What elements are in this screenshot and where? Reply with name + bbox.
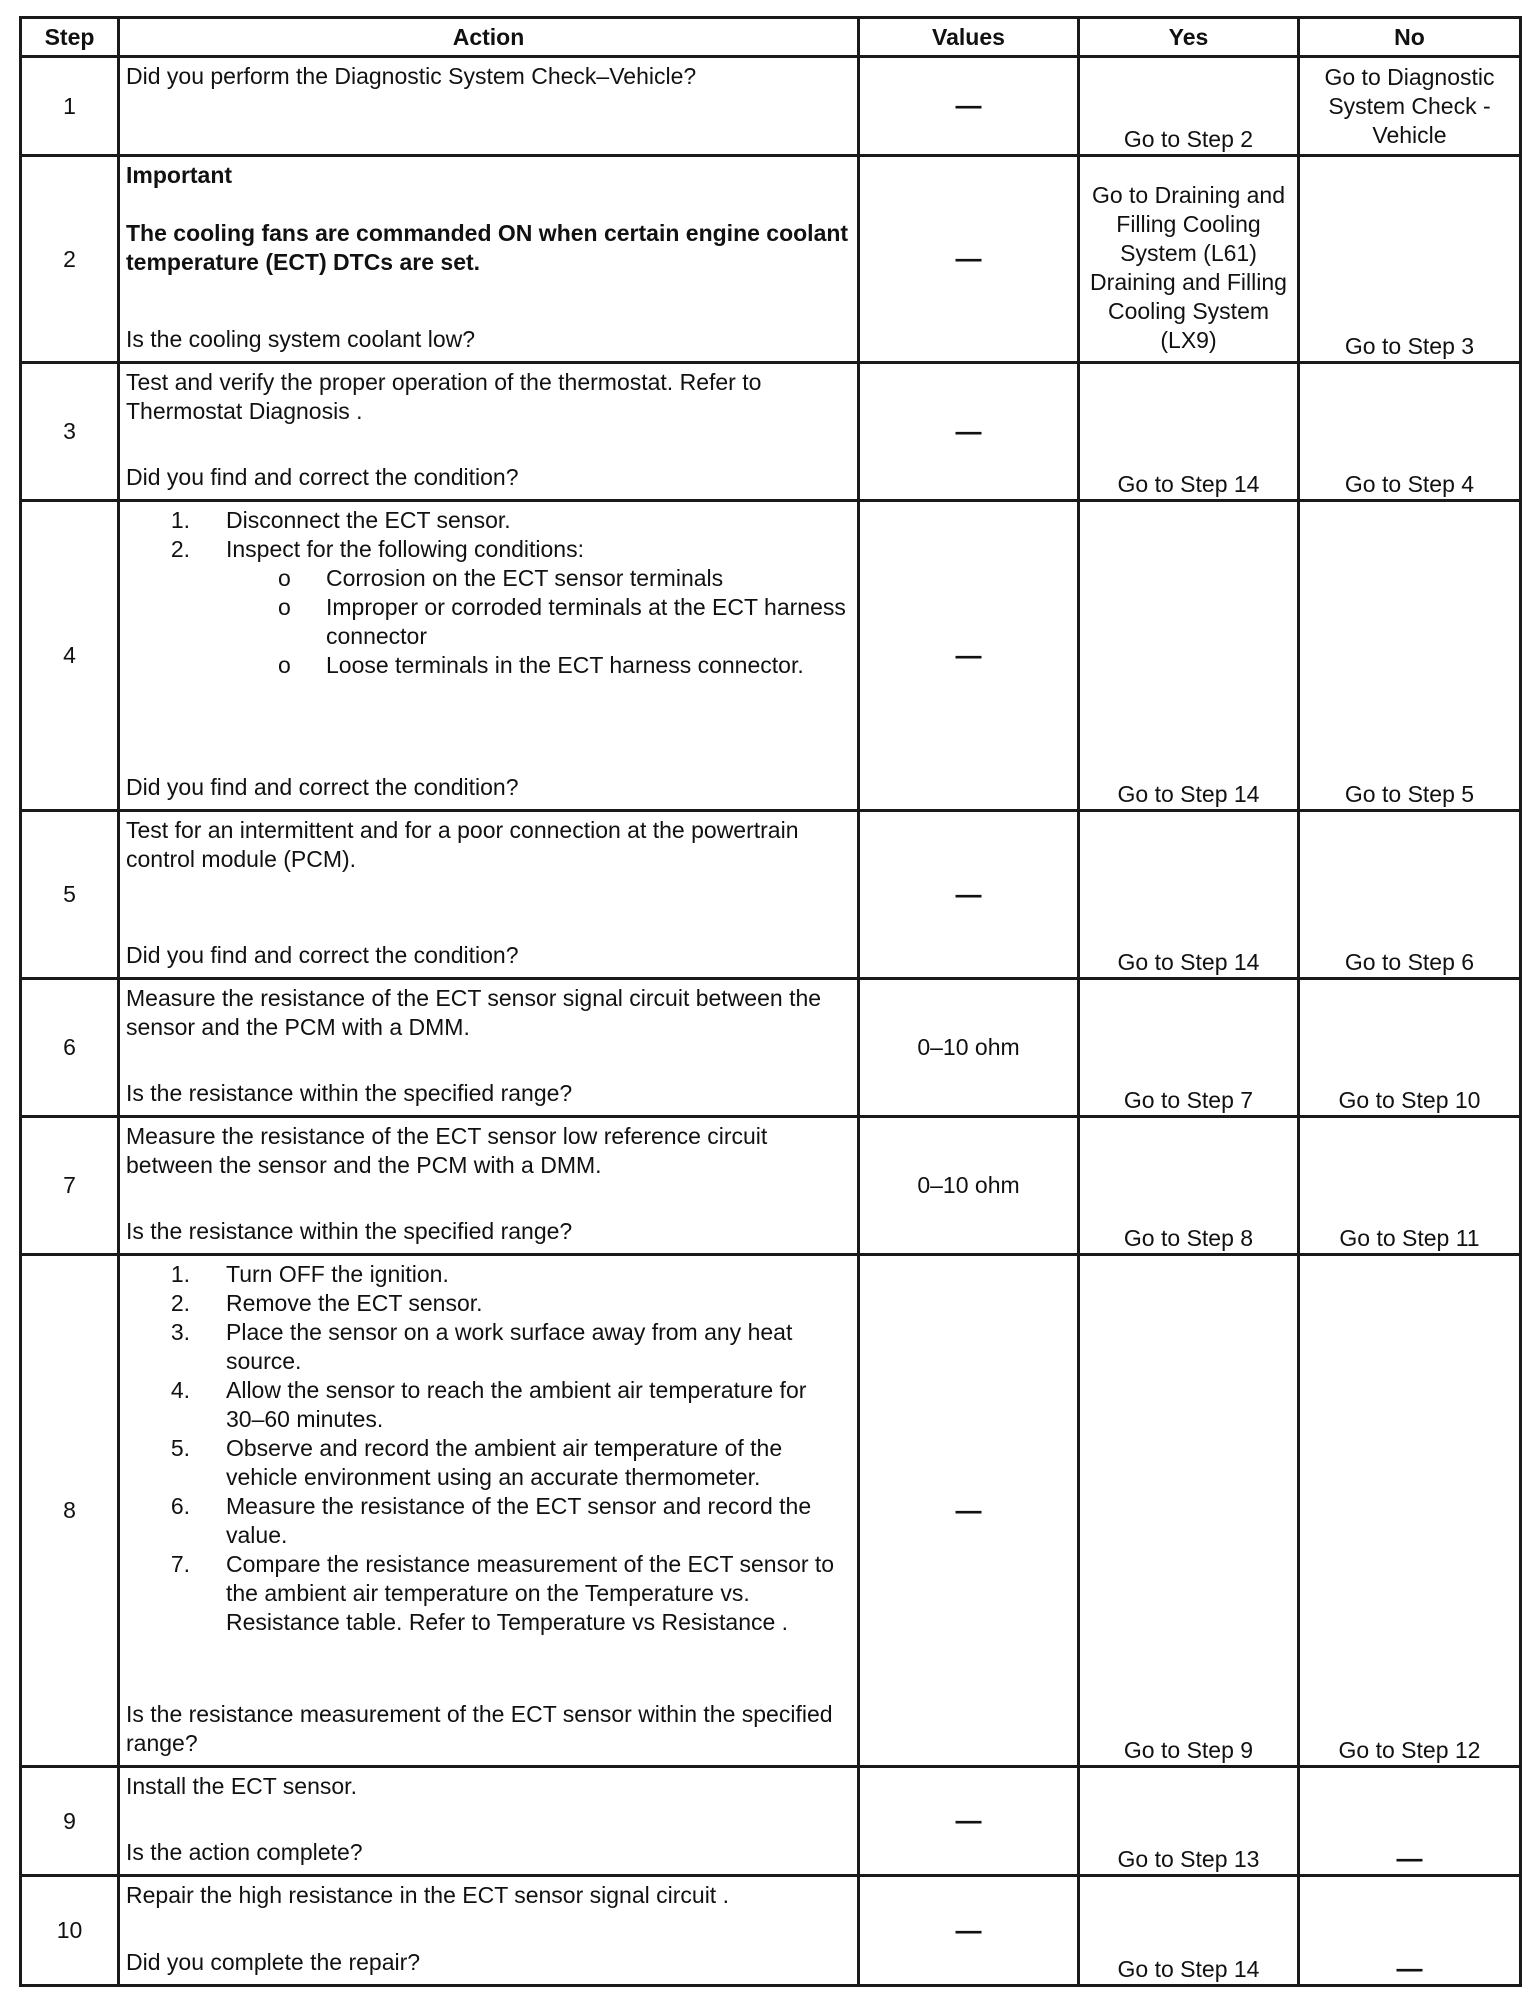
value-text: — bbox=[955, 878, 982, 909]
step-number: 8 bbox=[21, 1255, 119, 1767]
list-item bbox=[278, 651, 851, 680]
table-row bbox=[21, 1117, 1521, 1255]
values-cell: 0–10 ohm bbox=[859, 979, 1079, 1117]
action-text: Did you perform the Diagnostic System Check–Vehicle? bbox=[126, 63, 697, 89]
list-item bbox=[170, 535, 851, 680]
list-item bbox=[170, 1318, 851, 1376]
step-number: 2 bbox=[21, 156, 119, 363]
list-item bbox=[170, 1289, 851, 1318]
action-question: Did you find and correct the condition? bbox=[126, 774, 519, 800]
table-row bbox=[21, 979, 1521, 1117]
action-cell bbox=[119, 156, 859, 363]
item-number: 1. bbox=[170, 1261, 190, 1287]
no-cell: Go to Step 12 bbox=[1299, 1255, 1521, 1767]
values-cell bbox=[859, 363, 1079, 501]
yes-cell: Go to Step 9 bbox=[1079, 1255, 1299, 1767]
header-step: Step bbox=[21, 18, 119, 57]
value-text: — bbox=[955, 415, 982, 446]
no-cell: Go to Step 10 bbox=[1299, 979, 1521, 1117]
action-text: Repair the high resistance in the ECT sensor signal circuit . bbox=[126, 1882, 729, 1908]
step-number: 3 bbox=[21, 363, 119, 501]
values-cell bbox=[859, 156, 1079, 363]
header-action: Action bbox=[119, 18, 859, 57]
header-yes: Yes bbox=[1079, 18, 1299, 57]
header-values: Values bbox=[859, 18, 1079, 57]
item-text: Turn OFF the ignition. bbox=[226, 1261, 449, 1287]
action-cell bbox=[119, 1117, 859, 1255]
step-number: 6 bbox=[21, 979, 119, 1117]
table-row bbox=[21, 57, 1521, 156]
yes-cell: Go to Step 14 bbox=[1079, 1876, 1299, 1986]
step-number: 7 bbox=[21, 1117, 119, 1255]
item-text: Improper or corroded terminals at the ECT harness connector bbox=[326, 594, 846, 649]
header-no: No bbox=[1299, 18, 1521, 57]
list-item bbox=[278, 593, 851, 651]
step-number: 4 bbox=[21, 501, 119, 811]
table-row bbox=[21, 501, 1521, 811]
item-text: Allow the sensor to reach the ambient air temperature for 30–60 minutes. bbox=[226, 1377, 807, 1432]
bullet-icon: o bbox=[278, 594, 291, 620]
no-cell bbox=[1299, 1767, 1521, 1876]
item-text: Loose terminals in the ECT harness connector. bbox=[326, 652, 804, 678]
important-note: The cooling fans are commanded ON when certain engine coolant temperature (ECT) DTCs are set. bbox=[126, 220, 849, 275]
item-number: 2. bbox=[170, 536, 190, 562]
item-text: Inspect for the following conditions: bbox=[226, 536, 584, 562]
action-cell bbox=[119, 1255, 859, 1767]
step-number: 9 bbox=[21, 1767, 119, 1876]
step-number: 10 bbox=[21, 1876, 119, 1986]
step-number: 5 bbox=[21, 811, 119, 979]
values-cell bbox=[859, 1255, 1079, 1767]
list-item bbox=[170, 1550, 851, 1637]
yes-cell: Go to Step 14 bbox=[1079, 363, 1299, 501]
bullet-icon: o bbox=[278, 652, 291, 678]
item-number: 5. bbox=[170, 1435, 190, 1461]
item-number: 2. bbox=[170, 1290, 190, 1316]
table-row bbox=[21, 1876, 1521, 1986]
no-cell: Go to Step 3 bbox=[1299, 156, 1521, 363]
table-row bbox=[21, 156, 1521, 363]
item-number: 3. bbox=[170, 1319, 190, 1345]
no-cell bbox=[1299, 1876, 1521, 1986]
value-text: — bbox=[955, 90, 982, 120]
procedure-list bbox=[126, 506, 851, 680]
item-text: Disconnect the ECT sensor. bbox=[226, 507, 511, 533]
no-cell: Go to Step 5 bbox=[1299, 501, 1521, 811]
value-text: — bbox=[955, 1805, 982, 1835]
yes-cell: Go to Step 8 bbox=[1079, 1117, 1299, 1255]
item-text: Corrosion on the ECT sensor terminals bbox=[326, 565, 724, 591]
yes-cell: Go to Step 13 bbox=[1079, 1767, 1299, 1876]
no-cell: Go to Step 11 bbox=[1299, 1117, 1521, 1255]
important-label: Important bbox=[126, 162, 233, 188]
table-row bbox=[21, 1255, 1521, 1767]
bullet-icon: o bbox=[278, 565, 291, 591]
action-text: Measure the resistance of the ECT sensor signal circuit between the sensor and the PCM with a DMM. bbox=[126, 985, 822, 1040]
action-cell bbox=[119, 979, 859, 1117]
action-question: Is the cooling system coolant low? bbox=[126, 326, 476, 352]
values-cell bbox=[859, 1767, 1079, 1876]
header-row bbox=[21, 18, 1521, 57]
procedure-list bbox=[126, 1260, 851, 1637]
value-text: — bbox=[955, 1494, 982, 1525]
action-text: Install the ECT sensor. bbox=[126, 1773, 357, 1799]
list-item bbox=[278, 564, 851, 593]
no-dash: — bbox=[1396, 1953, 1423, 1983]
item-number: 7. bbox=[170, 1551, 190, 1577]
values-cell: 0–10 ohm bbox=[859, 1117, 1079, 1255]
value-text: — bbox=[955, 243, 982, 273]
yes-cell: Go to Draining and Filling Cooling System (L61) Draining and Filling Cooling System (LX9) bbox=[1079, 156, 1299, 363]
item-text: Observe and record the ambient air temperature of the vehicle environment using an accurate thermometer. bbox=[226, 1435, 783, 1490]
item-number: 1. bbox=[170, 507, 190, 533]
action-question: Did you complete the repair? bbox=[126, 1949, 421, 1975]
action-text: Test and verify the proper operation of the thermostat. Refer to Thermostat Diagnosis . bbox=[126, 369, 762, 424]
step-number: 1 bbox=[21, 57, 119, 156]
yes-cell: Go to Step 2 bbox=[1079, 57, 1299, 156]
action-cell bbox=[119, 1876, 859, 1986]
action-question: Is the resistance within the specified range? bbox=[126, 1080, 573, 1106]
yes-cell: Go to Step 14 bbox=[1079, 501, 1299, 811]
no-cell: Go to Step 6 bbox=[1299, 811, 1521, 979]
yes-cell: Go to Step 7 bbox=[1079, 979, 1299, 1117]
action-cell bbox=[119, 811, 859, 979]
action-cell bbox=[119, 363, 859, 501]
item-text: Compare the resistance measurement of the ECT sensor to the ambient air temperature on the Temperature vs. Resistance table. Refer to Temperature vs Resistance . bbox=[226, 1551, 835, 1635]
action-question: Did you find and correct the condition? bbox=[126, 464, 519, 490]
values-cell bbox=[859, 811, 1079, 979]
no-dash: — bbox=[1396, 1843, 1423, 1873]
value-text: — bbox=[955, 639, 982, 670]
action-text: Test for an intermittent and for a poor connection at the powertrain control module (PCM). bbox=[126, 817, 799, 872]
no-cell: Go to Step 4 bbox=[1299, 363, 1521, 501]
item-text: Remove the ECT sensor. bbox=[226, 1290, 483, 1316]
action-text: Measure the resistance of the ECT sensor low reference circuit between the sensor and the PCM with a DMM. bbox=[126, 1123, 768, 1178]
table-row bbox=[21, 363, 1521, 501]
diagnostic-table bbox=[19, 16, 1522, 1987]
action-question: Is the resistance within the specified range? bbox=[126, 1218, 573, 1244]
action-cell bbox=[119, 57, 859, 156]
condition-list bbox=[226, 564, 851, 680]
table-row bbox=[21, 811, 1521, 979]
yes-cell: Go to Step 14 bbox=[1079, 811, 1299, 979]
list-item bbox=[170, 1492, 851, 1550]
values-cell bbox=[859, 1876, 1079, 1986]
list-item bbox=[170, 1260, 851, 1289]
values-cell bbox=[859, 57, 1079, 156]
no-cell: Go to Diagnostic System Check - Vehicle bbox=[1299, 57, 1521, 156]
item-number: 4. bbox=[170, 1377, 190, 1403]
list-item bbox=[170, 1434, 851, 1492]
item-number: 6. bbox=[170, 1493, 190, 1519]
item-text: Place the sensor on a work surface away from any heat source. bbox=[226, 1319, 793, 1374]
list-item bbox=[170, 1376, 851, 1434]
action-cell bbox=[119, 1767, 859, 1876]
value-text: — bbox=[955, 1914, 982, 1945]
action-question: Did you find and correct the condition? bbox=[126, 942, 519, 968]
action-question: Is the resistance measurement of the ECT sensor within the specified range? bbox=[126, 1701, 833, 1756]
list-item bbox=[170, 506, 851, 535]
item-text: Measure the resistance of the ECT sensor and record the value. bbox=[226, 1493, 812, 1548]
table-row bbox=[21, 1767, 1521, 1876]
action-question: Is the action complete? bbox=[126, 1839, 363, 1865]
action-cell bbox=[119, 501, 859, 811]
values-cell bbox=[859, 501, 1079, 811]
